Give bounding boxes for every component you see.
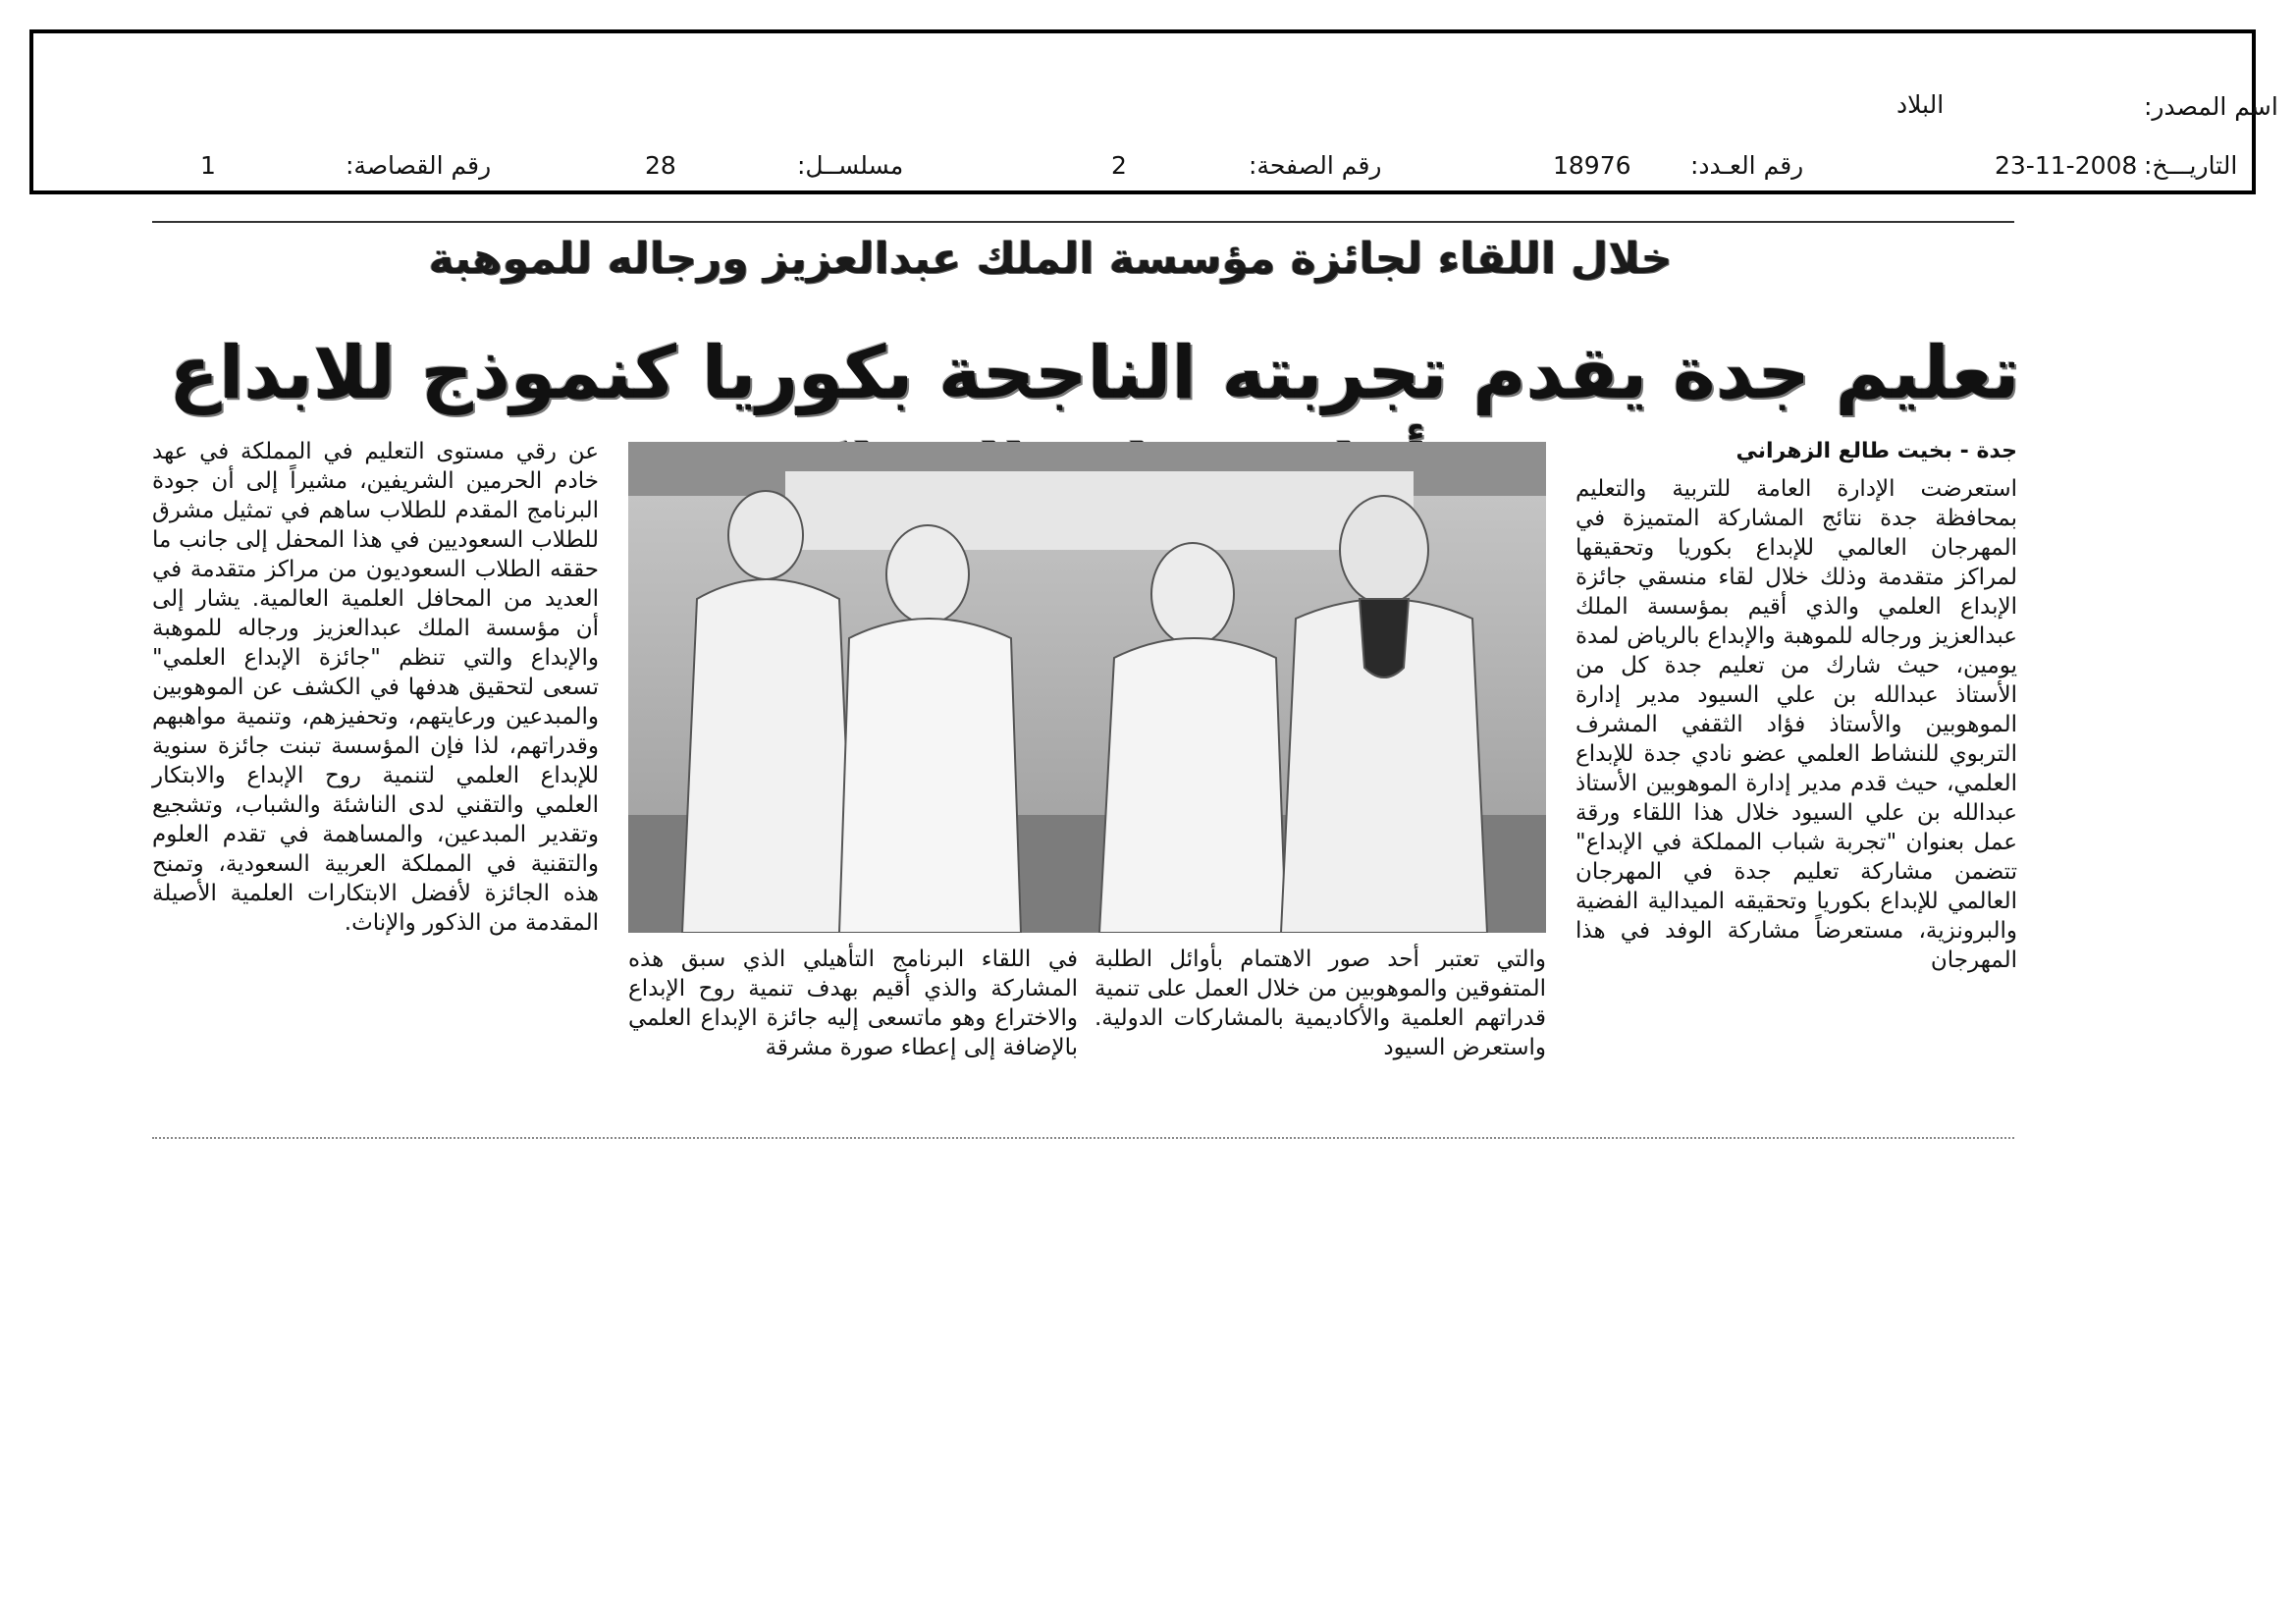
column-1-text: استعرضت الإدارة العامة للتربية والتعليم بمحافظة جدة نتائج المشاركة المتميزة في المهرجان العالمي للإبداع بكوريا وتحقيقها لمراكز متقدمة وذلك خلال لقاء منسقي جائزة الإبداع العلمي والذي أقيم بمؤسسة الملك عبدالعزيز ورجاله للموهبة والإبداع بالرياض لمدة يومين، حيث شارك من تعليم جدة كل من الأستاذ عبدالله بن علي السيود مدير إدارة الموهوبين والأستاذ فؤاد الثقفي المشرف التربوي للنشاط العلمي عضو نادي جدة للإبداع العلمي، حيث قدم مدير إدارة الموهوبين الأستاذ عبدالله بن علي السيود خلال هذا اللقاء ورقة عمل بعنوان "تجربة شباب المملكة في الإبداع" تتضمن مشاركة تعليم جدة في المهرجان العالمي للإبداع بكوريا وتحقيقه الميدالية الفضية والبرونزية، مستعرضاً مشاركة الوفد في هذا المهرجان (1575, 476, 2017, 973)
serial-value: 28 (645, 151, 676, 180)
column-4-text: عن رقي مستوى التعليم في المملكة في عهد خادم الحرمين الشريفين، مشيراً إلى أن جودة البرنامج المقدم للطلاب ساهم في تمثيل مشرق للطلاب السعوديين في هذا المحفل إلى جانب ما حققه الطلاب السعوديون من مراكز متقدمة في العديد من المحافل العلمية العالمية. يشار إلى أن مؤسسة الملك عبدالعزيز ورجاله للموهبة والإبداع والتي تنظم "جائزة الإبداع العلمي" تسعى لتحقيق هدفها في الكشف عن الموهوبين والمبدعين ورعايتهم، وتحفيزهم، وتنمية مواهبهم وقدراتهم، لذا فإن المؤسسة تبنت جائزة سنوية للإبداع العلمي لتنمية روح الإبداع والابتكار العلمي والتقني لدى الناشئة والشباب، وتشجيع وتقدير المبدعين، والمساهمة في تقدم العلوم والتقنية في المملكة العربية السعودية، وتمنح هذه الجائزة لأفضل الابتكارات العلمية الأصيلة المقدمة من الذكور والإناث. (152, 439, 599, 936)
top-rule (152, 221, 2014, 223)
article-column-4 (152, 437, 599, 938)
column-2-text: والتي تعتبر أحد صور الاهتمام بأوائل الطلبة المتفوقين والموهوبين من خلال العمل على تنمية قدراتهم العلمية والأكاديمية بالمشاركات الدولية. واستعرض السيود (1095, 947, 1546, 1060)
article-headline: تعليم جدة يقدم تجربته الناجحة بكوريا كنموذج للابداع (169, 331, 2020, 415)
source-label: اسم المصدر: (2144, 92, 2278, 121)
serial-label: مسلســل: (797, 151, 904, 180)
issue-value: 18976 (1553, 151, 1631, 180)
date-value: 23-11-2008 (1995, 151, 2138, 180)
clip-number-value: 1 (200, 151, 216, 180)
source-value: البلاد (1896, 90, 1945, 119)
column-3-text: في اللقاء البرنامج التأهيلي الذي سبق هذه المشاركة والذي أقيم بهدف تنمية روح الإبداع والاختراع وهو ماتسعى إليه جائزة الإبداع العلمي بالإضافة إلى إعطاء صورة مشرقة (628, 947, 1078, 1060)
article-column-3 (628, 945, 1078, 1062)
clipping-info-box (29, 29, 2278, 194)
bottom-rule (152, 1137, 2014, 1139)
page-label: رقم الصفحة: (1249, 151, 1382, 180)
date-label: التاريـــخ: (2144, 151, 2238, 180)
clip-number-label: رقم القصاصة: (346, 151, 492, 180)
article-column-2 (1095, 945, 1546, 1062)
article-photo (628, 442, 1546, 933)
article-column-1 (1575, 437, 2017, 975)
article-kicker: خلال اللقاء لجائزة مؤسسة الملك عبدالعزيز ورجاله للموهبة (428, 234, 1673, 284)
issue-label: رقم العـدد: (1690, 151, 1804, 180)
page-value: 2 (1111, 151, 1127, 180)
article-byline: جدة - بخيت طالع الزهراني (1735, 439, 2017, 463)
